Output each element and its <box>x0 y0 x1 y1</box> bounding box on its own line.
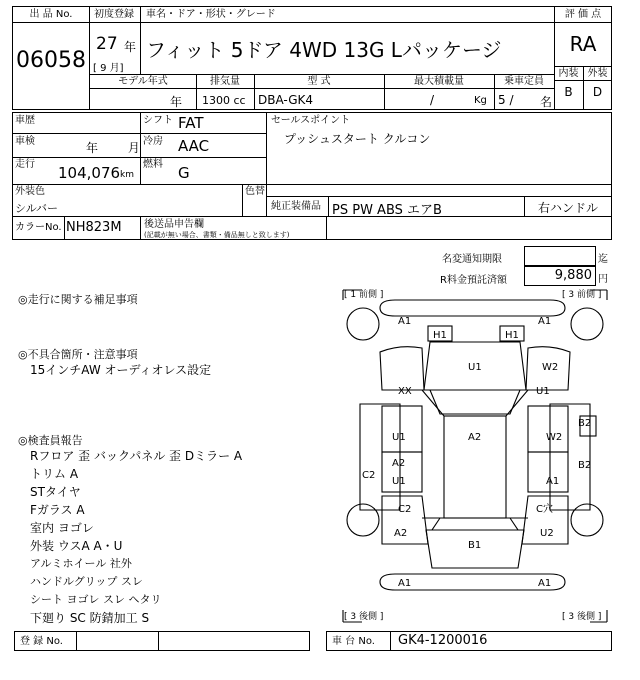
mark-u2-rear-right: U2 <box>540 528 554 539</box>
model-code: DBA-GK4 <box>258 93 313 107</box>
inspector-line: ハンドルグリップ スレ <box>30 575 143 588</box>
standard-equip-label: 純正装備品 <box>271 201 321 212</box>
score: RA <box>569 32 597 56</box>
mark-rear-a1-right: A1 <box>538 578 552 589</box>
recycle-label: R料金預託済額 <box>440 275 507 286</box>
capacity: 5 / <box>498 93 514 107</box>
aftermarket-note: (記載が無い場合、書類・備品無しと致します) <box>144 231 290 239</box>
inspector-line: シート ヨゴレ スレ ヘタリ <box>30 593 162 606</box>
exterior-score: D <box>592 85 603 99</box>
defects-title: ◎不具合箇所・注意事項 <box>18 348 138 361</box>
color-change-label: 色替 <box>245 186 265 197</box>
inspector-line: Rフロア 歪 バックパネル 歪 Dミラー A <box>30 449 243 463</box>
displacement-label: 排気量 <box>210 76 240 87</box>
color-no: NH823M <box>66 220 122 235</box>
model-label: 型 式 <box>307 76 331 87</box>
capacity-label: 乗車定員 <box>504 76 544 87</box>
year-era: 27 <box>96 34 118 54</box>
diagram-frame <box>343 290 607 622</box>
mark-c2-rear-left: C2 <box>398 504 412 515</box>
mark-b1-trunk: B1 <box>468 540 482 551</box>
inspector-title: ◎検査員報告 <box>18 434 83 447</box>
wheel-rear-left <box>347 504 379 536</box>
mark-b2-right: B2 <box>578 460 592 471</box>
shift-label: シフト <box>143 115 173 126</box>
deadline-box <box>524 246 596 266</box>
mark-u1-left-door-b: U1 <box>392 476 406 487</box>
mark-rear-a1-left: A1 <box>398 578 412 589</box>
front-door-right <box>528 406 568 452</box>
mark-c2-left: C2 <box>362 470 376 481</box>
inspector-line: STタイヤ <box>30 485 81 499</box>
recycle-value: 9,880 <box>554 268 592 283</box>
steering: 右ハンドル <box>537 201 598 215</box>
front-fender-left <box>380 347 424 390</box>
driving-title: ◎走行に関する補足事項 <box>18 293 138 306</box>
interior-score: B <box>564 85 573 99</box>
mark-b2: B2 <box>578 418 592 429</box>
capacity-unit: 名 <box>540 95 553 109</box>
mark-a1-right-door: A1 <box>546 476 560 487</box>
mark-w2: W2 <box>542 362 559 373</box>
body-left <box>360 404 400 510</box>
fuel-label: 燃料 <box>143 159 163 170</box>
score-label: 評 価 点 <box>564 9 602 20</box>
color-no-label: カラーNo. <box>15 222 62 233</box>
deadline-unit: 迄 <box>598 254 608 265</box>
inspector-line: トリム A <box>30 467 79 481</box>
corner-label-3-top: [ 3 前側 ] <box>562 290 602 300</box>
displacement: 1300 cc <box>202 94 246 107</box>
mileage: 104,076 <box>58 164 121 182</box>
model-year-unit: 年 <box>170 95 183 109</box>
chassis-no: GK4-1200016 <box>398 633 488 648</box>
ac: AAC <box>178 137 210 155</box>
mark-xx: XX <box>398 386 412 397</box>
lot-number: 06058 <box>16 48 86 73</box>
max-load-sep: / <box>430 93 435 107</box>
ac-label: 冷房 <box>143 136 163 147</box>
deadline-label: 名変通知期限 <box>442 254 502 265</box>
standard-equip: PS PW ABS エアB <box>332 203 442 218</box>
chassis-label: 車 台 No. <box>332 636 375 647</box>
lot-label: 出 品 No. <box>29 9 73 20</box>
name-label: 車名・ドア・形状・グレード <box>146 9 276 20</box>
vehicle-damage-diagram <box>340 286 610 626</box>
shift: FAT <box>178 114 204 132</box>
sales-point: プッシュスタート クルコン <box>284 132 431 146</box>
windshield <box>430 390 520 414</box>
mark-a2-roof: A2 <box>468 432 482 443</box>
exterior-label: 外装 <box>587 68 608 79</box>
inspector-line: 室内 ヨゴレ <box>30 521 94 535</box>
first-reg-label: 初度登録 <box>94 9 134 20</box>
recycle-unit: 円 <box>598 274 608 285</box>
mark-h1-left: H1 <box>433 330 447 341</box>
interior-label: 内装 <box>558 68 579 79</box>
mark-a2-rear-left: A2 <box>394 528 408 539</box>
inspector-line: 外装 ウスA A・U <box>30 539 123 553</box>
wheel-front-right <box>571 308 603 340</box>
sales-point-label: セールスポイント <box>271 115 351 126</box>
mileage-label: 走行 <box>15 159 35 170</box>
shaken-value: 年 月 <box>86 141 140 155</box>
mark-a2-left-door: A2 <box>392 458 406 469</box>
mark-w2-right-door: W2 <box>546 432 563 443</box>
mark-front-a1-right: A1 <box>538 316 552 327</box>
mark-u1-right-fender: U1 <box>536 386 550 397</box>
first-reg-month: [ 9 月] <box>93 63 124 74</box>
car-name: フィット 5ドア 4WD 13G Lパッケージ <box>146 38 502 62</box>
mileage-unit: km <box>120 170 134 180</box>
shaken-label: 車検 <box>15 136 35 147</box>
corner-label-3-bottom-right: [ 3 後側 ] <box>562 612 602 622</box>
corner-label-1: [ 1 前側 ] <box>344 290 384 300</box>
corner-label-3-bottom-left: [ 3 後側 ] <box>344 612 384 622</box>
mark-u1-hood: U1 <box>468 362 482 373</box>
front-door-left <box>382 406 422 452</box>
model-year-label: モデル年式 <box>118 76 168 87</box>
aftermarket-label: 後送品申告欄 <box>144 219 204 230</box>
history-label: 車歴 <box>15 115 35 126</box>
mark-c-hole: C穴 <box>536 504 553 515</box>
wheel-rear-right <box>571 504 603 536</box>
inspector-line: 下廻り SC 防錆加工 S <box>30 611 150 625</box>
defects-line: 15インチAW オーディオレス設定 <box>30 363 212 377</box>
inspector-line: Fガラス A <box>30 503 85 517</box>
wheel-front-left <box>347 308 379 340</box>
rear-window <box>432 518 518 530</box>
year-unit: 年 <box>124 40 137 54</box>
reg-no-label: 登 録 No. <box>20 636 63 647</box>
ext-color-label: 外装色 <box>15 186 45 197</box>
max-load-label: 最大積載量 <box>414 76 464 87</box>
fuel: G <box>178 164 190 182</box>
inspector-line: アルミホイール 社外 <box>30 557 132 570</box>
mark-u1-left-door: U1 <box>392 432 406 443</box>
mark-h1-right: H1 <box>505 330 519 341</box>
ext-color: シルバー <box>15 202 58 215</box>
front-bumper <box>380 300 565 316</box>
mark-front-a1-left: A1 <box>398 316 412 327</box>
max-load-unit: Kg <box>474 95 487 106</box>
